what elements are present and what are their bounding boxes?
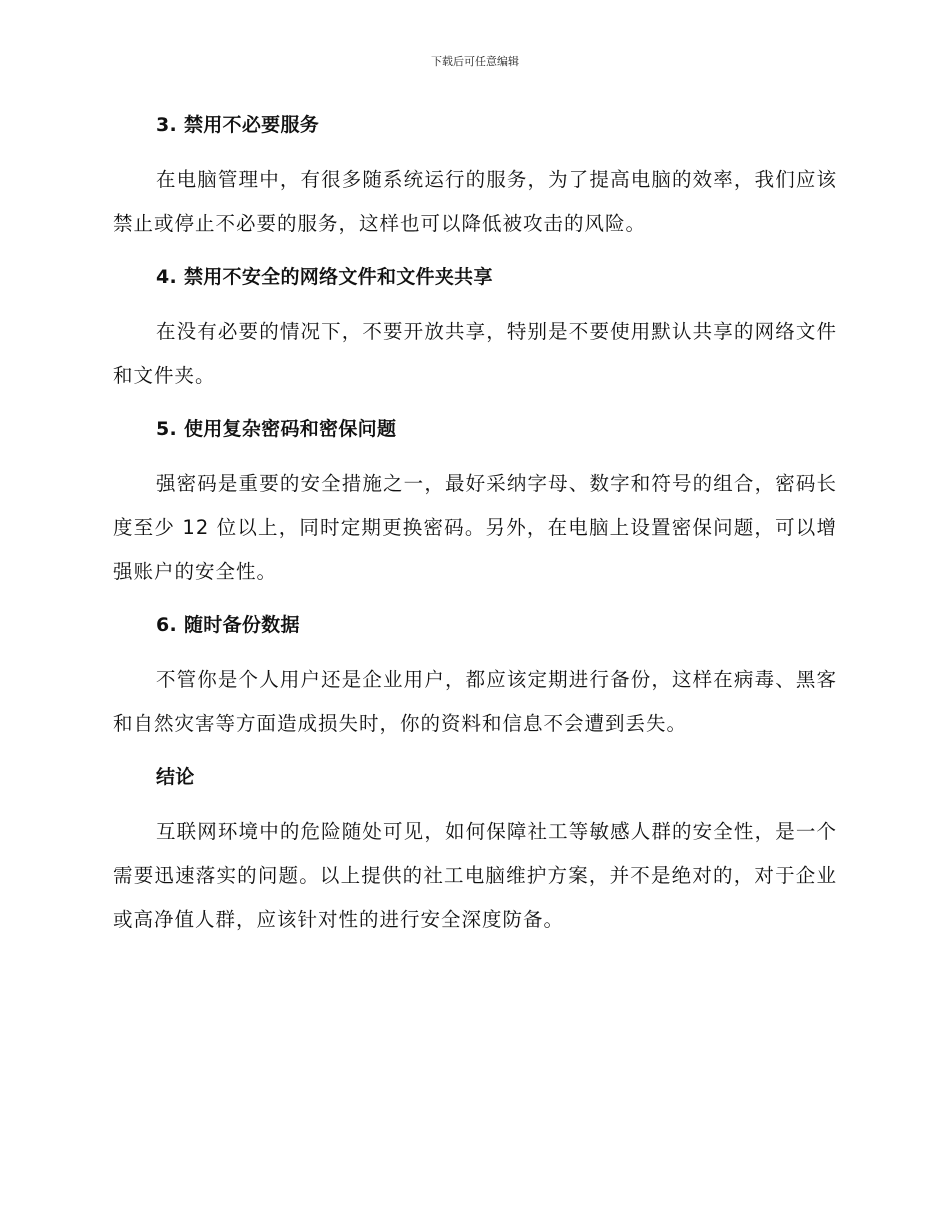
section-disable-services: [113, 110, 837, 246]
section-paragraph: 互联网环境中的危险随处可见，如何保障社工等敏感人群的安全性，是一个需要迅速落实的问题。以上提供的社工电脑维护方案，并不是绝对的，对于企业或高净值人群，应该针对性的进行安全深度防备。: [113, 820, 837, 931]
section-heading: 6. 随时备份数据: [156, 614, 300, 636]
section-heading: 5. 使用复杂密码和密保问题: [156, 418, 397, 440]
section-heading: 4. 禁用不安全的网络文件和文件夹共享: [156, 266, 493, 288]
page-header: 下载后可任意编辑: [431, 55, 519, 68]
section-paragraph: 在没有必要的情况下，不要开放共享，特别是不要使用默认共享的网络文件和文件夹。: [113, 320, 837, 387]
document-body: [113, 110, 837, 958]
section-disable-sharing: [113, 262, 837, 398]
section-heading: 3. 禁用不必要服务: [156, 114, 320, 136]
section-heading: 结论: [156, 766, 195, 788]
section-paragraph: 在电脑管理中，有很多随系统运行的服务，为了提高电脑的效率，我们应该禁止或停止不必要的服务，这样也可以降低被攻击的风险。: [113, 168, 837, 235]
section-passwords: [113, 414, 837, 594]
section-backup: [113, 610, 837, 746]
section-conclusion: [113, 762, 837, 942]
section-paragraph: 强密码是重要的安全措施之一，最好采纳字母、数字和符号的组合，密码长度至少 12 位以上，同时定期更换密码。另外，在电脑上设置密保问题，可以增强账户的安全性。: [113, 472, 837, 583]
section-paragraph: 不管你是个人用户还是企业用户，都应该定期进行备份，这样在病毒、黑客和自然灾害等方面造成损失时，你的资料和信息不会遭到丢失。: [113, 668, 837, 735]
